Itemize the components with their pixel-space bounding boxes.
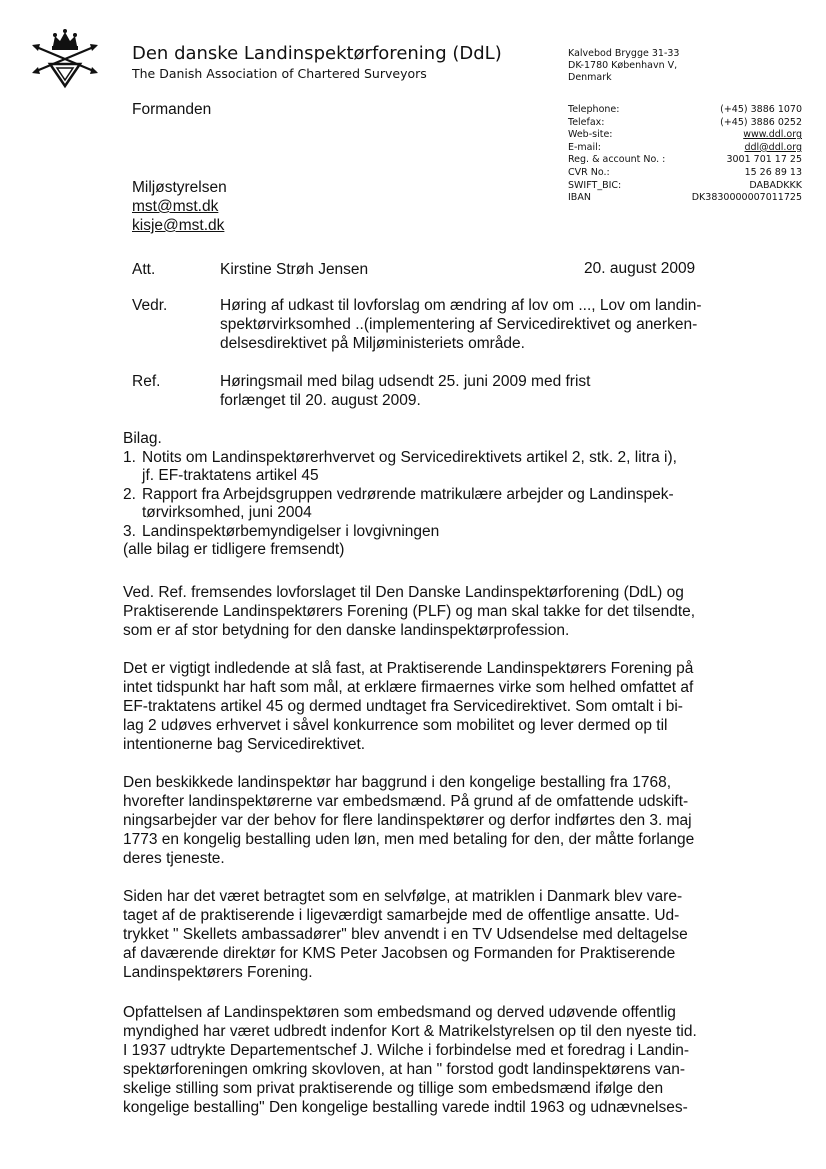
website-link[interactable]: www.ddl.org	[743, 129, 802, 141]
attachment-line: jf. EF-traktatens artikel 45	[142, 467, 319, 484]
contact-value: (+45) 3886 0252	[720, 116, 802, 128]
paragraph-line: Det er vigtigt indledende at slå fast, at Praktiserende Landinspektørers Forening på	[123, 660, 694, 677]
contact-row-website	[568, 129, 802, 142]
paragraph-line: taget af de praktiserende i ligeværdigt samarbejde med de offentlige ansatte. Ud-	[123, 907, 680, 924]
recipient-email-link[interactable]: mst@mst.dk	[132, 198, 219, 215]
paragraph-line: 1773 en kongelig bestalling uden løn, men med betaling for den, der måtte forlange	[123, 831, 695, 848]
paragraph-line: hvorefter landinspektørerne var embedsmænd. På grund af de omfattende udskift-	[123, 793, 689, 810]
contact-label: Reg. & account No. :	[568, 154, 666, 166]
ref-text	[220, 372, 590, 410]
contact-label: Web-site:	[568, 129, 613, 141]
paragraph-line: EF-traktatens artikel 45 og dermed undtaget fra Servicedirektivet. Som omtalt i bi-	[123, 698, 683, 715]
contact-label: CVR No.:	[568, 166, 610, 178]
contact-value: 3001 701 17 25	[726, 154, 802, 166]
attachment-line: tørvirksomhed, juni 2004	[142, 504, 312, 521]
paragraph-line: Landinspektørers Forening.	[123, 964, 313, 981]
contact-row-phone	[568, 104, 802, 117]
body-paragraph	[123, 583, 763, 640]
paragraph-line: lag 2 udøves erhvervet i såvel konkurrence som mobilitet og lever dermed op til	[123, 717, 668, 734]
contact-value: DK3830000007011725	[691, 192, 802, 204]
recipient-name: Miljøstyrelsen	[132, 179, 227, 196]
attachment-number: 3.	[123, 522, 136, 540]
paragraph-line: kongelige bestalling" Den kongelige bestalling varede indtil 1963 og udnævnelses-	[123, 1099, 688, 1116]
attachments-heading: Bilag.	[123, 430, 162, 447]
attachment-line: Rapport fra Arbejdsgruppen vedrørende matrikulære arbejder og Landinspek-	[142, 485, 674, 503]
contact-value: 15 26 89 13	[744, 166, 802, 178]
paragraph-line: Opfattelsen af Landinspektøren som embedsmand og derved udøvende offentlig	[123, 1004, 676, 1021]
ref-line: forlænget til 20. august 2009.	[220, 392, 421, 409]
paragraph-line: myndighed har været udbredt indenfor Kort & Matrikelstyrelsen op til den nyeste tid.	[123, 1023, 697, 1040]
email-link[interactable]: ddl@ddl.org	[744, 141, 802, 153]
contact-row-email	[568, 142, 802, 155]
address-line: DK-1780 København V,	[568, 60, 678, 71]
contact-value: DABADKKK	[749, 179, 802, 191]
body-paragraph	[123, 1003, 763, 1117]
body-paragraph	[123, 887, 763, 982]
contact-row-cvr	[568, 167, 802, 180]
vedr-line: Høring af udkast til lovforslag om ændring af lov om ..., Lov om landin-	[220, 297, 702, 314]
association-logo	[30, 24, 100, 90]
attachment-line: Landinspektørbemyndigelser i lovgivningen	[142, 522, 440, 540]
paragraph-line: spektørforeningen omkring skovloven, at han " forstod godt landinspektørens van-	[123, 1061, 686, 1078]
paragraph-line: I 1937 udtrykte Departementschef J. Wilche i forbindelse med et foredrag i Landin-	[123, 1042, 690, 1059]
attachments-note: (alle bilag er tidligere fremsendt)	[123, 541, 345, 558]
contact-label: IBAN	[568, 192, 591, 204]
att-label: Att.	[132, 261, 156, 278]
letter-date: 20. august 2009	[584, 260, 696, 277]
address-line: Denmark	[568, 72, 612, 83]
attachment-item	[123, 449, 677, 486]
contact-row-fax	[568, 117, 802, 130]
recipient-block	[132, 178, 227, 235]
attachment-item	[123, 523, 677, 542]
paragraph-line: skelige stilling som privat praktiserende og tillige som embedsmænd ifølge den	[123, 1080, 664, 1097]
ref-label: Ref.	[132, 373, 161, 390]
recipient-email-link[interactable]: kisje@mst.dk	[132, 217, 225, 234]
org-subtitle: The Danish Association of Chartered Surveyors	[132, 66, 427, 81]
paragraph-line: Praktiserende Landinspektørers Forening (PLF) og man skal takke for det tilsendte,	[123, 603, 696, 620]
sender-role: Formanden	[132, 101, 212, 118]
vedr-line: spektørvirksomhed ..(implementering af Servicedirektivet og anerken-	[220, 316, 698, 333]
vedr-line: delsesdirektivet på Miljøministeriets område.	[220, 335, 525, 352]
paragraph-line: intet tidspunkt har haft som mål, at erklære firmaernes virke som helhed omfattet af	[123, 679, 694, 696]
paragraph-line: trykket " Skellets ambassadører" blev anvendt i en TV Udsendelse med deltagelse	[123, 926, 688, 943]
address-block	[568, 48, 679, 84]
attachment-line: Notits om Landinspektørerhvervet og Servicedirektivets artikel 2, stk. 2, litra i),	[142, 448, 677, 466]
contact-label: E-mail:	[568, 141, 601, 153]
attachments-list	[123, 430, 677, 560]
body-paragraph	[123, 659, 763, 754]
paragraph-line: af daværende direktør for KMS Peter Jacobsen og Formanden for Praktiserende	[123, 945, 676, 962]
org-name: Den danske Landinspektørforening (DdL)	[132, 43, 502, 64]
contact-label: Telefax:	[568, 116, 605, 128]
contact-label: SWIFT_BIC:	[568, 179, 622, 191]
paragraph-line: Ved. Ref. fremsendes lovforslaget til Den Danske Landinspektørforening (DdL) og	[123, 584, 684, 601]
paragraph-line: deres tjeneste.	[123, 850, 225, 867]
attachment-number: 1.	[123, 448, 136, 466]
ref-line: Høringsmail med bilag udsendt 25. juni 2009 med frist	[220, 373, 591, 390]
contact-block	[568, 104, 802, 205]
contact-value: (+45) 3886 1070	[720, 104, 802, 115]
contact-row-iban	[568, 192, 802, 205]
attachment-item	[123, 486, 677, 523]
paragraph-line: Den beskikkede landinspektør har baggrund i den kongelige bestalling fra 1768,	[123, 774, 672, 791]
contact-label: Telephone:	[568, 104, 620, 115]
body-paragraph	[123, 773, 763, 868]
paragraph-line: intentionerne bag Servicedirektivet.	[123, 736, 366, 753]
att-value: Kirstine Strøh Jensen	[220, 261, 369, 278]
paragraph-line: som er af stor betydning for den danske landinspektørprofession.	[123, 622, 570, 639]
paragraph-line: ningsarbejder var der behov for flere landinspektører og derfor indførtes den 3. maj	[123, 812, 692, 829]
contact-row-account	[568, 154, 802, 167]
vedr-label: Vedr.	[132, 297, 168, 314]
paragraph-line: Siden har det været betragtet som en selvfølge, at matriklen i Danmark blev vare-	[123, 888, 683, 905]
attachment-number: 2.	[123, 485, 136, 503]
address-line: Kalvebod Brygge 31-33	[568, 48, 680, 59]
contact-row-swift	[568, 180, 802, 193]
vedr-text	[220, 296, 702, 353]
